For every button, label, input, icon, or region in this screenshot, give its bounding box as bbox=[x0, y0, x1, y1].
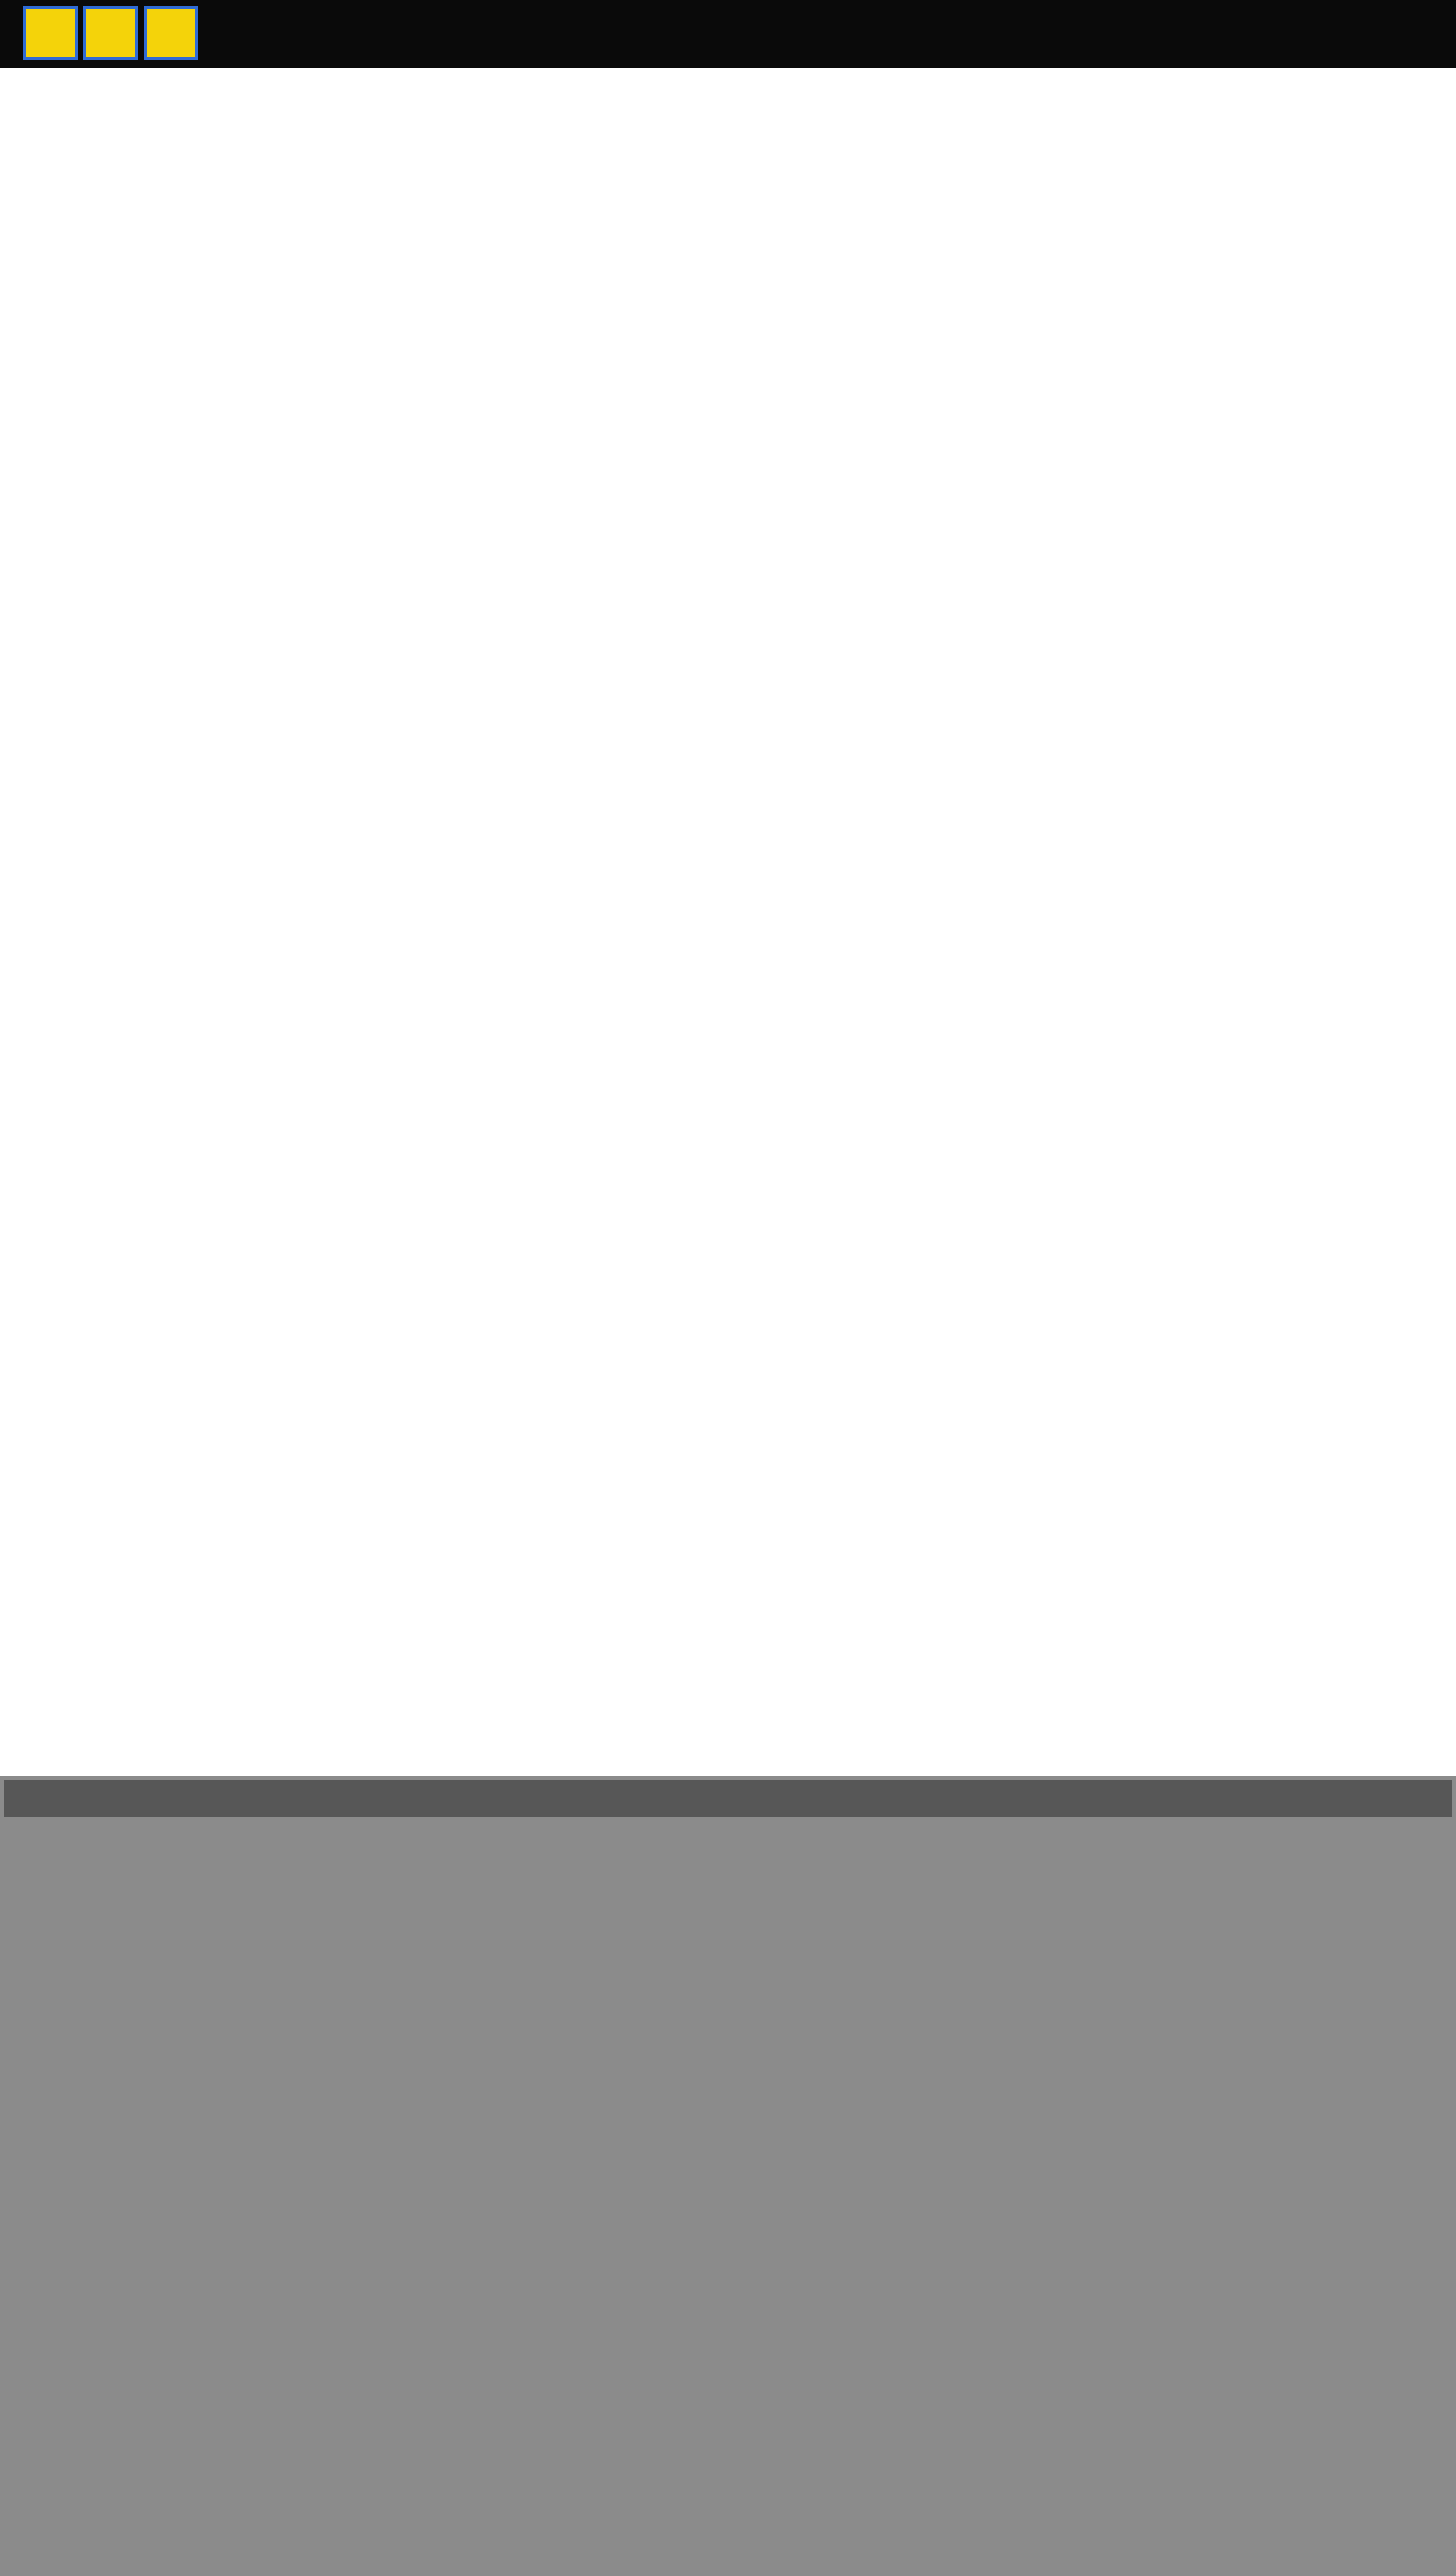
brand-logo bbox=[23, 6, 198, 60]
notes-section bbox=[0, 1776, 1456, 2576]
logo-letter bbox=[23, 6, 78, 60]
logo-letter bbox=[144, 6, 198, 60]
header-bar bbox=[0, 0, 1456, 68]
logo-letter bbox=[83, 6, 138, 60]
page-title bbox=[194, 0, 1456, 68]
notes-title bbox=[4, 1780, 1452, 1817]
